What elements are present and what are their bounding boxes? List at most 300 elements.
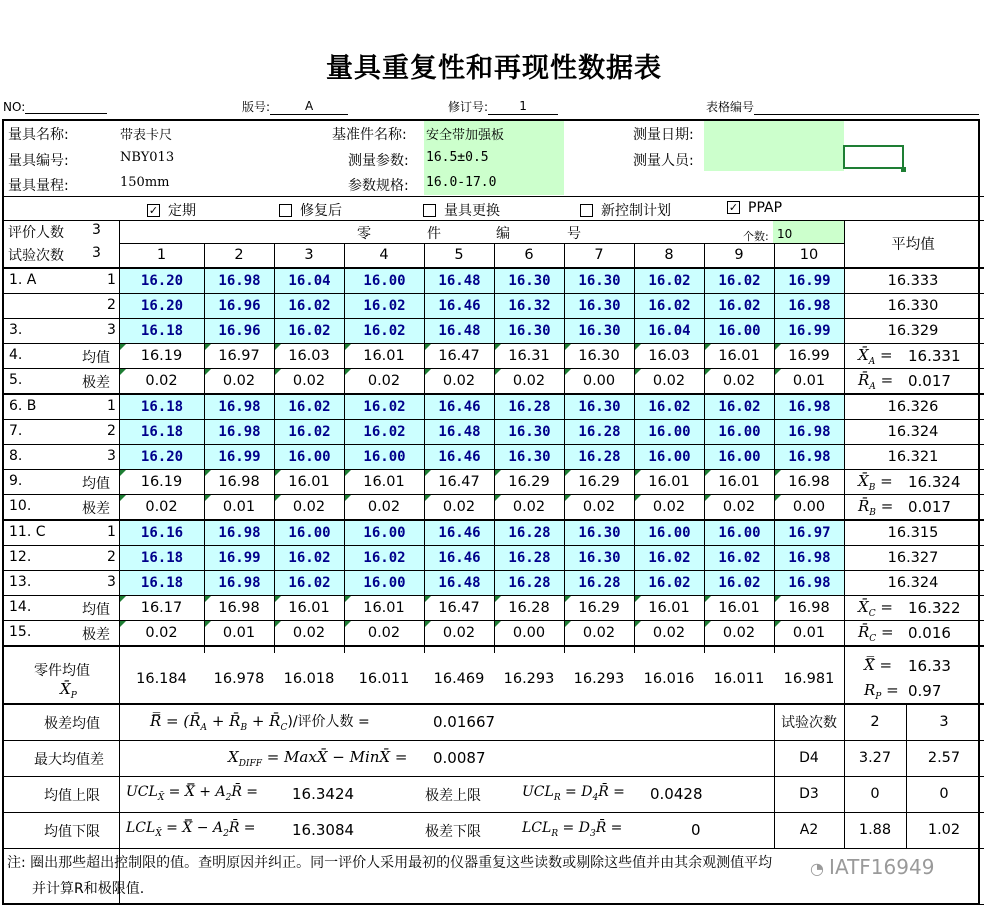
- cell-marker: [635, 369, 641, 375]
- constant-name: D4: [799, 750, 819, 766]
- grid-line-h: [4, 318, 119, 319]
- grid-line-h: [4, 196, 984, 197]
- data-cell: 0.02: [512, 372, 546, 389]
- data-cell: 16.97: [775, 521, 844, 545]
- info-label: 基准件名称:: [332, 127, 407, 143]
- data-cell: 16.02: [275, 294, 344, 318]
- data-cell: 16.30: [565, 546, 634, 570]
- data-cell: 0.02: [582, 624, 616, 641]
- part-avg-symbol: $X̄_P$: [60, 680, 77, 701]
- grid-line-h: [4, 848, 984, 849]
- part-avg-value: 16.011: [358, 670, 410, 687]
- data-cell: 16.98: [788, 473, 830, 490]
- data-cell: 16.01: [363, 347, 405, 364]
- part-avg-value: 16.981: [783, 670, 835, 687]
- data-cell: 16.03: [648, 347, 690, 364]
- wechat-icon: ◔: [810, 859, 830, 878]
- data-cell: 16.28: [508, 599, 550, 616]
- stat-symbol: [858, 497, 893, 518]
- data-cell: 16.01: [288, 473, 330, 490]
- cell-marker: [775, 621, 781, 627]
- data-cell: 16.02: [345, 319, 424, 343]
- xbarbar-symbol: X̿ =: [864, 656, 893, 674]
- data-cell: 16.99: [205, 546, 274, 570]
- data-cell: 16.99: [775, 319, 844, 343]
- cell-marker: [275, 344, 281, 350]
- row-trial: 均值: [82, 476, 110, 492]
- checkbox-checked-icon[interactable]: ✓: [728, 200, 739, 214]
- data-cell: 16.04: [635, 319, 704, 343]
- row-average: 16.330: [887, 297, 939, 314]
- data-cell: 16.20: [120, 294, 204, 318]
- grid-line-v: [494, 244, 495, 653]
- data-cell: 16.18: [120, 319, 204, 343]
- row-average: 16.315: [887, 524, 939, 541]
- selection-handle[interactable]: [901, 167, 906, 172]
- data-cell: 0.02: [292, 624, 326, 641]
- cell-marker: [635, 470, 641, 476]
- cell-marker: [775, 470, 781, 476]
- data-cell: 16.28: [565, 445, 634, 469]
- grid-line-v: [204, 244, 205, 653]
- checkbox-4[interactable]: [580, 200, 671, 220]
- data-cell: 16.98: [775, 420, 844, 444]
- equals-sign: =: [875, 346, 893, 364]
- row-average: 16.321: [887, 448, 939, 465]
- data-cell: 0.02: [367, 498, 401, 515]
- cell-marker: [205, 495, 211, 501]
- data-cell: 16.98: [775, 445, 844, 469]
- part-header-6: 6: [524, 247, 534, 263]
- data-cell: 16.01: [718, 599, 760, 616]
- stat-symbol-main: X̄: [858, 598, 869, 616]
- constant-name: A2: [799, 822, 819, 838]
- data-cell: 16.47: [438, 599, 480, 616]
- rp-symbol: $R_P$ =: [864, 681, 899, 702]
- xdiff-label: 最大均值差: [34, 752, 104, 768]
- data-cell: 16.02: [345, 420, 424, 444]
- stat-symbol: [858, 371, 893, 392]
- data-cell: 0.01: [792, 624, 826, 641]
- checkbox-2[interactable]: [279, 200, 342, 220]
- cell-marker: [275, 470, 281, 476]
- cell-marker: [705, 596, 711, 602]
- data-cell: 16.00: [345, 571, 424, 595]
- data-cell: 16.18: [120, 571, 204, 595]
- stat-symbol: [858, 623, 894, 644]
- part-header-3: 3: [304, 247, 314, 263]
- data-cell: 16.30: [565, 269, 634, 293]
- cell-marker: [705, 621, 711, 627]
- data-cell: 16.30: [495, 319, 564, 343]
- part-header-4: 4: [379, 247, 389, 263]
- cell-marker: [565, 369, 571, 375]
- data-cell: 0.02: [367, 372, 401, 389]
- data-cell: 16.98: [218, 599, 260, 616]
- equals-sign: =: [875, 371, 894, 389]
- row-trial: 3: [107, 448, 116, 464]
- data-cell: 16.02: [275, 395, 344, 419]
- stat-value: 0.017: [908, 498, 951, 516]
- row-label: 4.: [9, 347, 23, 363]
- stat-symbol-sub: B: [869, 508, 876, 518]
- lclr-label: 极差下限: [425, 824, 481, 840]
- part-no-label: 件: [427, 226, 441, 242]
- data-cell: 16.00: [705, 420, 774, 444]
- cell-marker: [635, 596, 641, 602]
- data-cell: 16.46: [425, 395, 494, 419]
- row-average: 16.327: [887, 549, 939, 566]
- data-cell: 16.18: [120, 546, 204, 570]
- constant-name: D3: [799, 786, 819, 802]
- data-cell: 16.96: [205, 319, 274, 343]
- data-cell: 16.98: [775, 571, 844, 595]
- info-label: 测量参数:: [348, 153, 409, 169]
- constant-value: 1.88: [858, 822, 892, 838]
- checkbox-3[interactable]: [423, 200, 500, 220]
- data-cell: 16.00: [345, 269, 424, 293]
- data-cell: 16.00: [635, 420, 704, 444]
- row-average: 16.326: [887, 398, 939, 415]
- cell-marker: [495, 344, 501, 350]
- part-avg-value: 16.469: [433, 670, 485, 687]
- stat-symbol-main: X̄: [858, 472, 869, 490]
- row-trial: 1: [107, 524, 116, 540]
- data-cell: 16.00: [345, 445, 424, 469]
- cell-marker: [425, 344, 431, 350]
- data-cell: 16.28: [495, 546, 564, 570]
- equals-sign: =: [875, 497, 894, 515]
- cell-marker: [275, 596, 281, 602]
- data-cell: 16.30: [578, 347, 620, 364]
- data-cell: 16.98: [775, 294, 844, 318]
- data-cell: 16.97: [218, 347, 260, 364]
- data-cell: 16.01: [648, 473, 690, 490]
- cell-marker: [345, 596, 351, 602]
- data-cell: 16.01: [718, 347, 760, 364]
- data-cell: 0.02: [367, 624, 401, 641]
- data-cell: 0.02: [145, 372, 178, 389]
- constant-value: 1.02: [927, 822, 961, 838]
- row-label: 15.: [9, 624, 32, 640]
- data-cell: 16.46: [425, 546, 494, 570]
- row-trial: 3: [107, 322, 116, 338]
- header-no: NO:: [3, 98, 107, 114]
- header-version: 版号: A: [242, 98, 348, 115]
- data-cell: 0.01: [222, 498, 256, 515]
- data-cell: 0.02: [442, 624, 476, 641]
- grid-line-h: [4, 904, 984, 905]
- data-cell: 16.16: [120, 521, 204, 545]
- cell-marker: [120, 495, 126, 501]
- info-value: 16.5±0.5: [426, 150, 489, 165]
- equals-sign: =: [875, 472, 893, 490]
- cell-marker: [495, 369, 501, 375]
- equals-sign: =: [875, 598, 893, 616]
- row-trial: 1: [107, 272, 116, 288]
- cell-marker: [705, 369, 711, 375]
- constant-value: 2.57: [927, 750, 961, 766]
- constant-value: 3.27: [858, 750, 892, 766]
- info-label: 量具名称:: [8, 127, 69, 143]
- data-cell: 16.28: [565, 420, 634, 444]
- part-header-5: 5: [454, 247, 464, 263]
- cell-marker: [120, 470, 126, 476]
- data-cell: 16.00: [275, 445, 344, 469]
- data-cell: 16.48: [425, 319, 494, 343]
- grid-line-v: [704, 244, 705, 653]
- row-trial: 极差: [82, 375, 110, 391]
- trials-value: 3: [92, 245, 101, 261]
- cell-marker: [205, 369, 211, 375]
- data-cell: 0.02: [442, 498, 476, 515]
- cell-marker: [565, 495, 571, 501]
- stat-value: 16.331: [908, 347, 961, 365]
- cell-marker: [345, 344, 351, 350]
- data-cell: 16.02: [635, 546, 704, 570]
- constants-trial-col: 3: [939, 714, 949, 730]
- stat-value: 0.016: [908, 624, 951, 642]
- data-cell: 16.28: [495, 571, 564, 595]
- cell-marker: [205, 621, 211, 627]
- rbar-value: 0.01667: [433, 713, 496, 731]
- row-label: 5.: [9, 372, 23, 388]
- stat-symbol: [858, 598, 893, 619]
- lclr-value: 0: [691, 821, 701, 839]
- appraisers-value: 3: [92, 222, 101, 238]
- stat-symbol-sub: A: [868, 357, 876, 367]
- data-cell: 16.02: [345, 294, 424, 318]
- row-label: 13.: [9, 574, 32, 590]
- data-cell: 16.02: [705, 269, 774, 293]
- cell-marker: [775, 596, 781, 602]
- data-cell: 16.18: [120, 420, 204, 444]
- lclx-label: 均值下限: [44, 824, 100, 840]
- data-cell: 16.02: [275, 319, 344, 343]
- cell-marker: [705, 470, 711, 476]
- data-cell: 16.00: [705, 319, 774, 343]
- data-cell: 16.30: [565, 319, 634, 343]
- data-cell: 16.02: [275, 420, 344, 444]
- data-cell: 16.48: [425, 571, 494, 595]
- data-cell: 16.02: [635, 395, 704, 419]
- cell-marker: [345, 495, 351, 501]
- data-cell: 16.30: [495, 445, 564, 469]
- data-cell: 16.29: [578, 599, 620, 616]
- data-cell: 16.46: [425, 445, 494, 469]
- cell-marker: [120, 596, 126, 602]
- row-trial: 2: [107, 549, 116, 565]
- checkbox-label: 量具更换: [444, 203, 500, 219]
- stat-symbol-sub: A: [869, 382, 876, 392]
- lclx-formula: $LCL_{X̄}$ = X̿ − $A_2R̄$ =: [126, 820, 256, 839]
- data-cell: 16.00: [635, 445, 704, 469]
- cell-marker: [425, 621, 431, 627]
- cell-marker: [205, 470, 211, 476]
- data-cell: 16.01: [288, 599, 330, 616]
- grid-line-v: [344, 244, 345, 653]
- data-cell: 16.02: [345, 395, 424, 419]
- cell-marker: [705, 344, 711, 350]
- xbarbar-value: 16.33: [908, 657, 951, 675]
- data-cell: 16.30: [565, 294, 634, 318]
- stat-symbol: [858, 472, 893, 493]
- data-cell: 0.02: [722, 372, 756, 389]
- info-label: 量具量程:: [8, 178, 69, 194]
- stat-symbol-main: R̄: [858, 497, 870, 515]
- rp-value: 0.97: [908, 682, 942, 700]
- data-cell: 16.02: [635, 269, 704, 293]
- grid-line-v: [564, 244, 565, 653]
- data-cell: 16.48: [425, 420, 494, 444]
- xdiff-formula: $X_{DIFF}$ = MaxX̄ − MinX̄ =: [228, 748, 408, 769]
- checkbox-label: 定期: [168, 203, 196, 219]
- checkbox-empty-icon[interactable]: [580, 204, 593, 217]
- row-label: 10.: [9, 498, 32, 514]
- note-line-2: 并计算R和极限值.: [32, 881, 145, 897]
- grid-line-v: [774, 244, 775, 653]
- stat-value: 0.017: [908, 372, 951, 390]
- grid-line-h: [4, 545, 119, 546]
- data-cell: 0.02: [652, 498, 686, 515]
- cell-marker: [345, 369, 351, 375]
- data-cell: 16.02: [635, 294, 704, 318]
- cell-marker: [565, 344, 571, 350]
- header-form-no: 表格编号: [706, 98, 979, 115]
- grid-line-v: [119, 221, 120, 904]
- part-avg-value: 16.293: [503, 670, 555, 687]
- cell-marker: [565, 470, 571, 476]
- data-cell: 16.00: [705, 521, 774, 545]
- data-cell: 16.02: [705, 395, 774, 419]
- data-cell: 16.20: [120, 445, 204, 469]
- data-cell: 0.02: [145, 498, 178, 515]
- row-average: 16.329: [887, 322, 939, 339]
- data-cell: 0.02: [722, 624, 756, 641]
- selected-cell[interactable]: [843, 145, 904, 169]
- data-cell: 16.98: [205, 571, 274, 595]
- row-label: 8.: [9, 448, 23, 464]
- data-cell: 16.30: [495, 269, 564, 293]
- data-cell: 0.00: [512, 624, 546, 641]
- uclx-value: 16.3424: [292, 785, 355, 803]
- part-avg-value: 16.011: [713, 670, 765, 687]
- info-value: 安全带加强板: [426, 128, 505, 143]
- header-revision: 修订号: 1: [448, 98, 558, 115]
- cell-marker: [775, 495, 781, 501]
- stat-value: 16.324: [908, 473, 961, 491]
- data-cell: 0.02: [582, 498, 616, 515]
- cell-marker: [345, 621, 351, 627]
- grid-line-v: [634, 244, 635, 653]
- data-cell: 16.01: [718, 473, 760, 490]
- stat-symbol-main: R̄: [858, 371, 870, 389]
- appraisers-label: 评价人数: [8, 225, 64, 241]
- cell-marker: [635, 344, 641, 350]
- cell-marker: [495, 470, 501, 476]
- data-cell: 16.17: [140, 599, 183, 616]
- trials-label: 试验次数: [8, 248, 64, 264]
- watermark-text: IATF16949: [829, 855, 935, 879]
- cell-marker: [425, 470, 431, 476]
- cell-marker: [120, 344, 126, 350]
- cell-marker: [120, 621, 126, 627]
- cell-marker: [275, 495, 281, 501]
- data-cell: 16.98: [775, 395, 844, 419]
- data-cell: 0.02: [292, 372, 326, 389]
- grid-line-h: [4, 570, 119, 571]
- data-cell: 16.98: [205, 269, 274, 293]
- data-cell: 16.01: [363, 473, 405, 490]
- data-cell: 16.01: [363, 599, 405, 616]
- info-value: 16.0-17.0: [426, 175, 497, 190]
- data-cell: 16.98: [205, 420, 274, 444]
- row-average: 16.324: [887, 574, 939, 591]
- constant-value: 0: [870, 786, 880, 802]
- cell-marker: [205, 344, 211, 350]
- row-label: 9.: [9, 473, 23, 489]
- grid-line-v: [844, 221, 845, 703]
- checkbox-empty-icon[interactable]: [423, 204, 436, 217]
- uclr-label: 极差上限: [425, 788, 481, 804]
- cell-marker: [205, 596, 211, 602]
- data-sheet: [2, 119, 980, 905]
- stat-symbol-sub: B: [868, 483, 876, 493]
- row-label: 7.: [9, 423, 23, 439]
- constants-trials-label: 试验次数: [781, 715, 837, 731]
- checkbox-1[interactable]: [147, 200, 196, 220]
- row-label: 12.: [9, 549, 32, 565]
- cell-marker: [495, 621, 501, 627]
- data-cell: 16.98: [775, 546, 844, 570]
- data-cell: 16.00: [635, 521, 704, 545]
- part-avg-label: 零件均值: [34, 663, 90, 679]
- stat-symbol-sub: C: [869, 634, 877, 644]
- rbar-formula: R̿ = ($R̄_A$ + $R̄_B$ + $R̄_C)/$评价人数 =: [150, 712, 370, 733]
- data-cell: 16.47: [438, 347, 480, 364]
- grid-line-v: [424, 244, 425, 653]
- grid-line-h: [4, 293, 119, 294]
- checkbox-5[interactable]: [727, 200, 782, 216]
- data-cell: 16.02: [275, 546, 344, 570]
- data-cell: 16.31: [508, 347, 550, 364]
- info-value: 150mm: [120, 175, 170, 190]
- row-trial: 极差: [82, 627, 110, 643]
- checkbox-empty-icon[interactable]: [279, 204, 292, 217]
- row-trial: 1: [107, 398, 116, 414]
- data-cell: 16.20: [120, 269, 204, 293]
- data-cell: 16.29: [578, 473, 620, 490]
- part-header-8: 8: [664, 247, 674, 263]
- checkbox-label: PPAP: [748, 200, 783, 216]
- data-cell: 0.02: [652, 624, 686, 641]
- data-cell: 16.19: [140, 473, 183, 490]
- checkbox-checked-icon[interactable]: ✓: [148, 203, 159, 217]
- part-header-10: 10: [799, 247, 819, 263]
- data-cell: 16.32: [495, 294, 564, 318]
- grid-line-h: [4, 444, 119, 445]
- data-cell: 16.99: [788, 347, 830, 364]
- part-header-1: 1: [156, 247, 167, 263]
- data-cell: 16.00: [275, 521, 344, 545]
- data-cell: 16.03: [288, 347, 330, 364]
- cell-marker: [775, 369, 781, 375]
- data-cell: 16.02: [705, 571, 774, 595]
- watermark: [810, 855, 934, 879]
- data-cell: 16.19: [140, 347, 183, 364]
- constant-value: 0: [939, 786, 949, 802]
- stat-symbol-main: R̄: [858, 623, 870, 641]
